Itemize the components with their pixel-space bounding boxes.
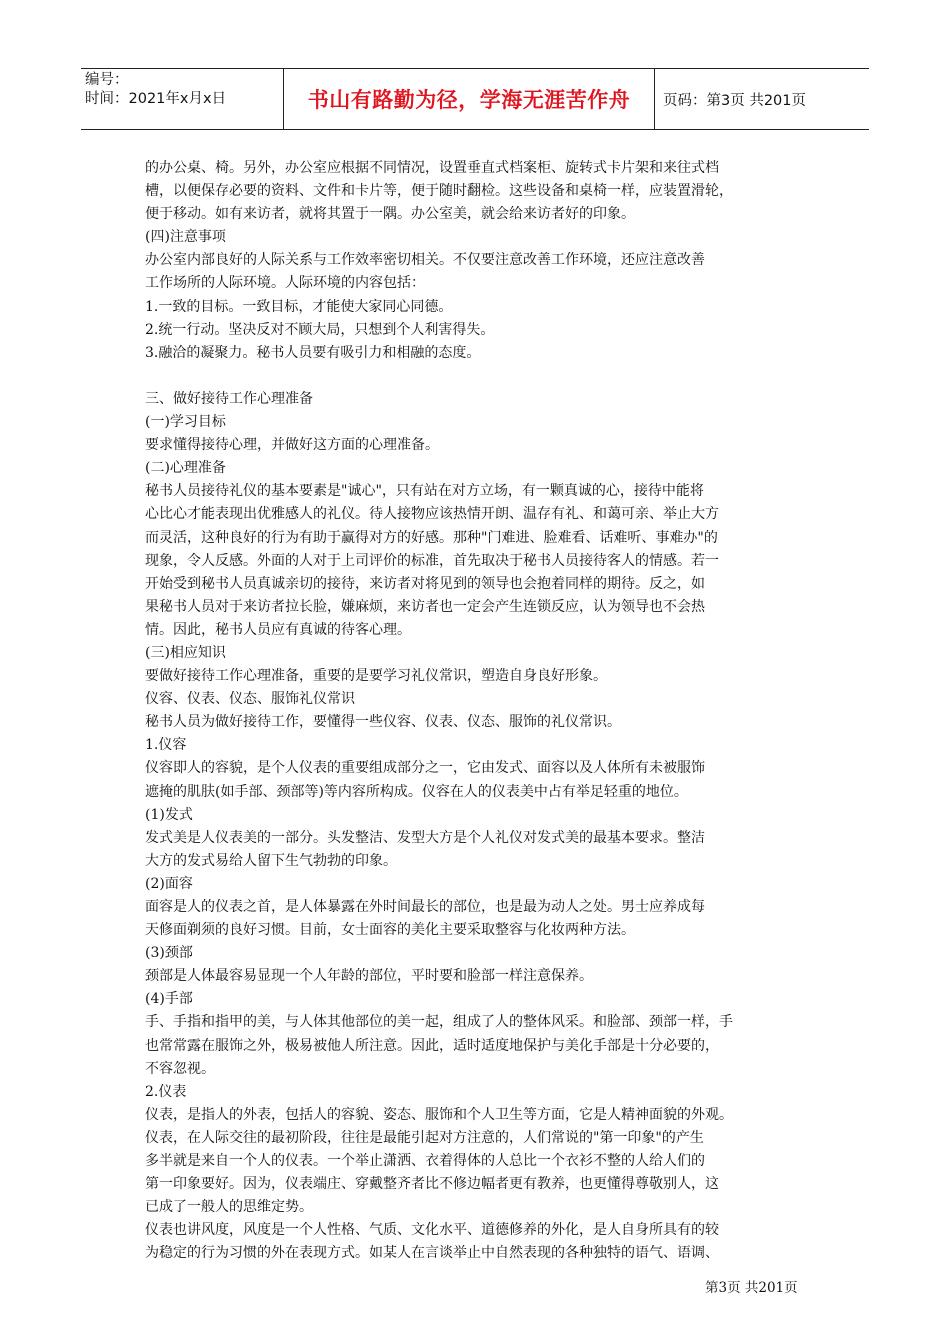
text-line: 仪表，在人际交往的最初阶段，往往是最能引起对方注意的，人们常说的"第一印象"的产生: [145, 1129, 704, 1146]
page-footer: 第3页 共201页: [705, 1280, 798, 1296]
text-line: 的办公桌、椅。另外，办公室应根据不同情况，设置垂直式档案柜、旋转式卡片架和来往式档: [145, 160, 719, 176]
text-line: 也常常露在服饰之外，极易被他人所注意。因此，适时适度地保护与美化手部是十分必要的，: [145, 1037, 719, 1054]
text-line: 1.仪容: [145, 737, 187, 754]
text-line: 要做好接待工作心理准备，重要的是要学习礼仪常识，塑造自身良好形象。: [145, 668, 607, 685]
text-line: 不容忽视。: [145, 1060, 215, 1077]
text-line: 要求懂得接待心理，并做好这方面的心理准备。: [145, 437, 439, 454]
header-page-code: 页码：第3页 共201页: [663, 92, 807, 109]
text-line: 天修面剃须的良好习惯。目前，女士面容的美化主要采取整容与化妆两种方法。: [145, 922, 635, 939]
text-line: 心比心才能表现出优雅感人的礼仪。待人接物应该热情开朗、温存有礼、和蔼可亲、举止大方: [145, 506, 719, 523]
text-line: 仪表也讲风度，风度是一个人性格、气质、文化水平、道德修养的外化，是人自身所具有的较: [145, 1222, 719, 1239]
text-line: 便于移动。如有来访者，就将其置于一隅。办公室美，就会给来访者好的印象。: [145, 206, 635, 223]
text-line: (1)发式: [145, 806, 193, 823]
text-line: 颈部是人体最容易显现一个人年龄的部位，平时要和脸部一样注意保养。: [145, 968, 593, 985]
text-line: (2)面容: [145, 875, 193, 892]
text-line: 三、做好接待工作心理准备: [145, 390, 313, 407]
header-motto: 书山有路勤为径，学海无涯苦作舟: [283, 69, 655, 129]
text-line: (四)注意事项: [145, 229, 226, 246]
text-line: (三)相应知识: [145, 644, 226, 661]
text-line: 发式美是人仪表美的一部分。头发整洁、发型大方是个人礼仪对发式美的最基本要求。整洁: [145, 829, 705, 846]
text-line: 果秘书人员对于来访者拉长脸，嫌麻烦，来访者也一定会产生连锁反应，认为领导也不会热: [145, 598, 705, 615]
text-line: 槽，以便保存必要的资料、文件和卡片等，便于随时翻检。这些设备和桌椅一样，应装置滑轮，: [145, 183, 733, 200]
document-number-label: 编号：: [85, 72, 129, 88]
header-meta: [81, 69, 283, 129]
text-line: (3)颈部: [145, 945, 193, 962]
text-line: 现象，令人反感。外面的人对于上司评价的标准，首先取决于秘书人员接待客人的情感。若一: [145, 552, 719, 569]
text-line: 工作场所的人际环境。人际环境的内容包括：: [145, 275, 425, 292]
text-line: (4)手部: [145, 991, 193, 1008]
blank-line: [145, 365, 813, 388]
text-line: 遮掩的肌肤(如手部、颈部等)等内容所构成。仪容在人的仪表美中占有举足轻重的地位。: [145, 783, 688, 800]
text-line: 办公室内部良好的人际关系与工作效率密切相关。不仅要注意改善工作环境，还应注意改善: [145, 252, 705, 269]
text-line: 秘书人员为做好接待工作，要懂得一些仪容、仪表、仪态、服饰的礼仪常识。: [145, 714, 621, 731]
text-line: 开始受到秘书人员真诚亲切的接待，来访者对将见到的领导也会抱着同样的期待。反之，如: [145, 575, 705, 592]
text-line: 秘书人员接待礼仪的基本要素是"诚心"，只有站在对方立场，有一颗真诚的心，接待中能将: [145, 483, 704, 500]
text-line: 多半就是来自一个人的仪表。一个举止潇洒、衣着得体的人总比一个衣衫不整的人给人们的: [145, 1153, 705, 1170]
text-line: 3.融洽的凝聚力。秘书人员要有吸引力和相融的态度。: [145, 344, 481, 361]
text-line: 情。因此，秘书人员应有真诚的待客心理。: [145, 621, 411, 638]
page-header: [81, 68, 869, 130]
text-line: 而灵活，这种良好的行为有助于赢得对方的好感。那种"门难进、脸难看、话难听、事难办"的: [145, 529, 718, 546]
text-line: 2.仪表: [145, 1083, 187, 1100]
text-line: 大方的发式易给人留下生气勃勃的印象。: [145, 852, 397, 869]
text-line: 仪表，是指人的外表，包括人的容貌、姿态、服饰和个人卫生等方面，它是人精神面貌的外观。: [145, 1106, 733, 1123]
document-body: [145, 157, 813, 1266]
text-line: (一)学习目标: [145, 414, 226, 431]
text-line: 2.统一行动。坚决反对不顾大局，只想到个人利害得失。: [145, 321, 495, 338]
text-line: 1.一致的目标。一致目标，才能使大家同心同德。: [145, 298, 453, 315]
text-line: 为稳定的行为习惯的外在表现方式。如某人在言谈举止中自然表现的各种独特的语气、语调、: [145, 1245, 719, 1262]
text-line: 第一印象要好。因为，仪表端庄、穿戴整齐者比不修边幅者更有教养，也更懂得尊敬别人，这: [145, 1176, 719, 1193]
document-time-label: 时间：2021年x月x日: [85, 91, 227, 107]
text-line: 已成了一般人的思维定势。: [145, 1199, 313, 1216]
text-line: 面容是人的仪表之首，是人体暴露在外时间最长的部位，也是最为动人之处。男士应养成每: [145, 899, 705, 915]
text-line: (二)心理准备: [145, 460, 226, 477]
text-line: 仪容即人的容貌，是个人仪表的重要组成部分之一，它由发式、面容以及人体所有未被服饰: [145, 760, 705, 777]
text-line: 仪容、仪表、仪态、服饰礼仪常识: [145, 691, 355, 708]
text-line: 手、手指和指甲的美，与人体其他部位的美一起，组成了人的整体风采。和脸部、颈部一样，手: [145, 1014, 733, 1031]
